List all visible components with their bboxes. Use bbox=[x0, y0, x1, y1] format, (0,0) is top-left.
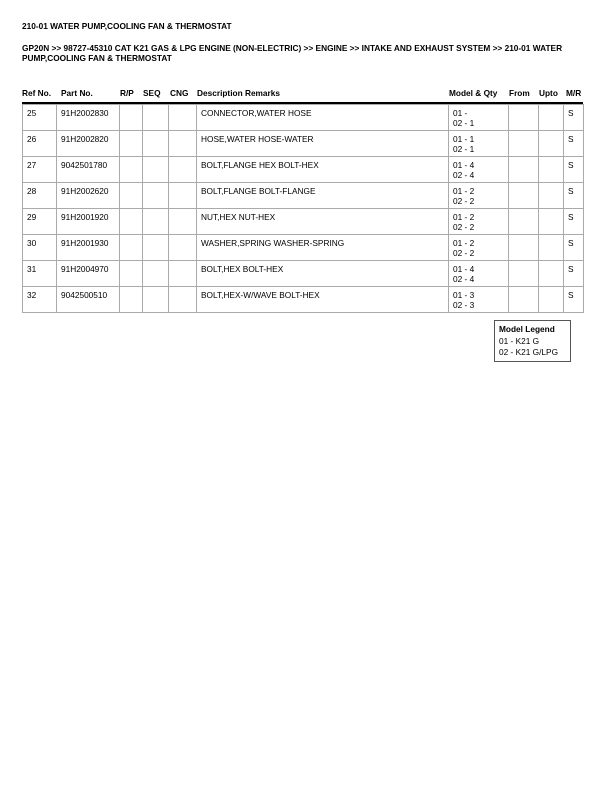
part-number-cell: 91H2002820 bbox=[57, 131, 120, 157]
model-legend bbox=[494, 320, 571, 362]
model-qty-line: 01 - 4 bbox=[453, 160, 475, 170]
col-mr: M/R bbox=[566, 88, 582, 98]
cng-cell bbox=[169, 261, 197, 287]
model-qty-line: 02 - 2 bbox=[453, 196, 475, 206]
part-number-cell: 91H2001920 bbox=[57, 209, 120, 235]
model-qty-cell bbox=[449, 183, 509, 209]
seq-cell bbox=[143, 235, 169, 261]
upto-cell bbox=[539, 131, 564, 157]
part-number-cell: 91H2001930 bbox=[57, 235, 120, 261]
col-desc: Description Remarks bbox=[197, 88, 281, 98]
cng-cell bbox=[169, 105, 197, 131]
seq-cell bbox=[143, 209, 169, 235]
legend-title: Model Legend bbox=[499, 324, 555, 334]
rp-cell bbox=[120, 235, 143, 261]
model-qty-line: 02 - 2 bbox=[453, 222, 475, 232]
part-number-cell: 91H2002620 bbox=[57, 183, 120, 209]
parts-table bbox=[22, 104, 584, 313]
part-number-cell: 91H2004970 bbox=[57, 261, 120, 287]
mr-cell: S bbox=[564, 105, 584, 131]
upto-cell bbox=[539, 235, 564, 261]
ref-cell: 28 bbox=[23, 183, 57, 209]
model-qty-line: 01 - 1 bbox=[453, 134, 475, 144]
col-part: Part No. bbox=[61, 88, 93, 98]
table-row bbox=[23, 105, 584, 131]
col-rp: R/P bbox=[120, 88, 134, 98]
col-model: Model & Qty bbox=[449, 88, 498, 98]
cng-cell bbox=[169, 131, 197, 157]
model-qty-line: 01 - 2 bbox=[453, 186, 475, 196]
cng-cell bbox=[169, 235, 197, 261]
description-cell: CONNECTOR,WATER HOSE bbox=[197, 105, 449, 131]
table-row bbox=[23, 183, 584, 209]
rp-cell bbox=[120, 287, 143, 313]
model-qty-cell bbox=[449, 105, 509, 131]
model-qty-cell bbox=[449, 131, 509, 157]
description-cell: NUT,HEX NUT-HEX bbox=[197, 209, 449, 235]
description-cell: BOLT,FLANGE HEX BOLT-HEX bbox=[197, 157, 449, 183]
table-row bbox=[23, 287, 584, 313]
rp-cell bbox=[120, 105, 143, 131]
description-cell: BOLT,HEX-W/WAVE BOLT-HEX bbox=[197, 287, 449, 313]
table-row bbox=[23, 157, 584, 183]
rp-cell bbox=[120, 183, 143, 209]
model-qty-line: 02 - 3 bbox=[453, 300, 475, 310]
model-qty-line: 01 - bbox=[453, 108, 468, 118]
mr-cell: S bbox=[564, 287, 584, 313]
legend-item: 02 - K21 G/LPG bbox=[499, 347, 559, 357]
model-qty-line: 02 - 2 bbox=[453, 248, 475, 258]
model-qty-line: 02 - 1 bbox=[453, 118, 475, 128]
cng-cell bbox=[169, 287, 197, 313]
rp-cell bbox=[120, 261, 143, 287]
seq-cell bbox=[143, 183, 169, 209]
model-qty-line: 02 - 4 bbox=[453, 274, 475, 284]
part-number-cell: 9042500510 bbox=[57, 287, 120, 313]
from-cell bbox=[509, 157, 539, 183]
seq-cell bbox=[143, 131, 169, 157]
from-cell bbox=[509, 261, 539, 287]
upto-cell bbox=[539, 105, 564, 131]
part-number-cell: 9042501780 bbox=[57, 157, 120, 183]
rp-cell bbox=[120, 209, 143, 235]
page-title: 210-01 WATER PUMP,COOLING FAN & THERMOSTAT bbox=[22, 21, 232, 31]
upto-cell bbox=[539, 261, 564, 287]
ref-cell: 27 bbox=[23, 157, 57, 183]
upto-cell bbox=[539, 183, 564, 209]
mr-cell: S bbox=[564, 157, 584, 183]
from-cell bbox=[509, 105, 539, 131]
model-qty-cell bbox=[449, 157, 509, 183]
from-cell bbox=[509, 235, 539, 261]
model-qty-cell bbox=[449, 235, 509, 261]
col-ref: Ref No. bbox=[22, 88, 52, 98]
mr-cell: S bbox=[564, 183, 584, 209]
seq-cell bbox=[143, 287, 169, 313]
cng-cell bbox=[169, 183, 197, 209]
seq-cell bbox=[143, 105, 169, 131]
model-qty-line: 01 - 4 bbox=[453, 264, 475, 274]
model-qty-line: 02 - 1 bbox=[453, 144, 475, 154]
description-cell: BOLT,FLANGE BOLT-FLANGE bbox=[197, 183, 449, 209]
col-seq: SEQ bbox=[143, 88, 161, 98]
model-qty-cell bbox=[449, 209, 509, 235]
table-row bbox=[23, 235, 584, 261]
col-cng: CNG bbox=[170, 88, 189, 98]
model-qty-line: 01 - 2 bbox=[453, 212, 475, 222]
rp-cell bbox=[120, 131, 143, 157]
mr-cell: S bbox=[564, 261, 584, 287]
description-cell: HOSE,WATER HOSE-WATER bbox=[197, 131, 449, 157]
upto-cell bbox=[539, 209, 564, 235]
col-from: From bbox=[509, 88, 530, 98]
part-number-cell: 91H2002830 bbox=[57, 105, 120, 131]
cng-cell bbox=[169, 157, 197, 183]
ref-cell: 29 bbox=[23, 209, 57, 235]
breadcrumb: GP20N >> 98727-45310 CAT K21 GAS & LPG ENGINE (NON-ELECTRIC) >> ENGINE >> INTAKE AND EXHAUST SYSTEM >> 210-01 WATER PUMP,COOLING FAN & THERMOSTAT bbox=[22, 43, 563, 63]
ref-cell: 32 bbox=[23, 287, 57, 313]
description-cell: WASHER,SPRING WASHER-SPRING bbox=[197, 235, 449, 261]
model-qty-line: 01 - 2 bbox=[453, 238, 475, 248]
ref-cell: 30 bbox=[23, 235, 57, 261]
legend-item: 01 - K21 G bbox=[499, 336, 540, 346]
upto-cell bbox=[539, 157, 564, 183]
model-qty-line: 02 - 4 bbox=[453, 170, 475, 180]
ref-cell: 26 bbox=[23, 131, 57, 157]
table-row bbox=[23, 261, 584, 287]
rp-cell bbox=[120, 157, 143, 183]
mr-cell: S bbox=[564, 209, 584, 235]
table-row bbox=[23, 209, 584, 235]
from-cell bbox=[509, 183, 539, 209]
description-cell: BOLT,HEX BOLT-HEX bbox=[197, 261, 449, 287]
table-row bbox=[23, 131, 584, 157]
model-qty-cell bbox=[449, 287, 509, 313]
mr-cell: S bbox=[564, 235, 584, 261]
model-qty-cell bbox=[449, 261, 509, 287]
from-cell bbox=[509, 131, 539, 157]
col-upto: Upto bbox=[539, 88, 558, 98]
mr-cell: S bbox=[564, 131, 584, 157]
cng-cell bbox=[169, 209, 197, 235]
from-cell bbox=[509, 287, 539, 313]
ref-cell: 25 bbox=[23, 105, 57, 131]
seq-cell bbox=[143, 157, 169, 183]
ref-cell: 31 bbox=[23, 261, 57, 287]
seq-cell bbox=[143, 261, 169, 287]
from-cell bbox=[509, 209, 539, 235]
upto-cell bbox=[539, 287, 564, 313]
model-qty-line: 01 - 3 bbox=[453, 290, 475, 300]
